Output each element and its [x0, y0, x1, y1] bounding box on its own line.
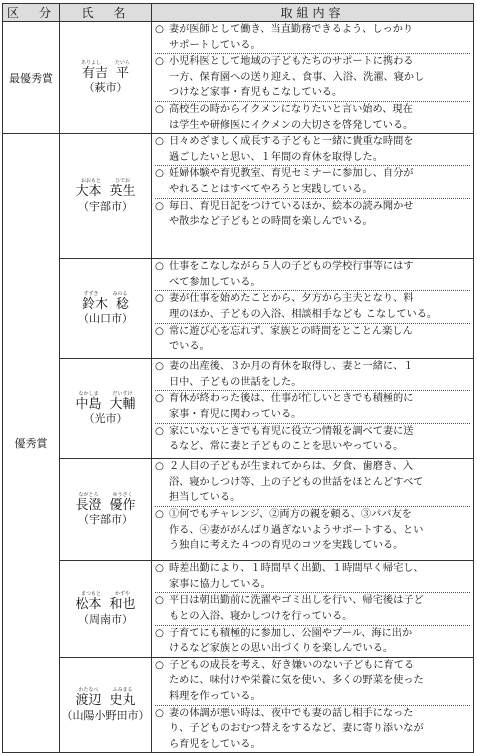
initiative-item — [155, 626, 470, 657]
awardee-name — [60, 598, 151, 612]
ruby-given: たいら — [115, 59, 131, 66]
bullet-circle-icon: ○ — [155, 563, 164, 575]
initiative-line: ら育児をしている。 — [169, 738, 261, 750]
bullet-circle-icon: ○ — [155, 707, 164, 719]
initiative-line: 日中、子どもの世話をした。 — [169, 376, 302, 388]
awardee-name-cell — [60, 22, 152, 134]
initiative-line: ために、味付けや栄養に気を使い、多くの野菜を使った — [169, 675, 424, 687]
name-ruby — [60, 179, 151, 184]
bullet-circle-icon: ○ — [155, 293, 164, 305]
initiative-line: 仕事をこなしながら５人の子どもの学校行事等にはす — [169, 261, 414, 273]
initiative-line: もとの入浴、寝かしつけを行っている。 — [169, 610, 353, 622]
initiative-line: 料理を作っている。 — [169, 690, 261, 702]
awardee-name — [60, 67, 151, 81]
header-name: 氏 名 — [60, 4, 152, 22]
category-top-award: 最優秀賞 — [3, 22, 60, 134]
initiative-line: 理のほか、子どもの入浴、相談相手なども こなしている。 — [169, 308, 438, 320]
award-row — [3, 657, 474, 753]
initiative-line: でいる。 — [169, 341, 210, 353]
initiative-line: う独自に考えた４つの育児のコツを実践している。 — [169, 540, 404, 552]
initiative-line: ①何でもチャレンジ、②両方の親を頼る、③パパ友を — [169, 508, 412, 520]
initiative-item — [155, 658, 470, 705]
ruby-family: すずき — [83, 290, 99, 297]
name-ruby — [60, 392, 151, 397]
awardee-name — [60, 398, 151, 412]
given-name: 平 — [116, 65, 130, 81]
initiative-line: 育休が終わった後は、仕事が忙しいときでも積極的に — [169, 393, 414, 405]
initiative-item — [155, 507, 470, 554]
family-name: 渡辺 — [75, 693, 102, 709]
initiative-line: ２人目の子どもが生まれてからは、夕食、歯磨き、入 — [169, 461, 414, 473]
initiative-line: 妻が医師として働き、当直勤務できるよう、しっかり — [169, 24, 414, 35]
awardee-name — [60, 694, 151, 708]
ruby-given: かずや — [115, 591, 131, 598]
initiative-line: べて参加している。 — [169, 276, 261, 288]
initiative-line: 高校生の時からイクメンになりたいと言い始め、現在 — [169, 103, 413, 115]
initiative-line: 過ごしたいと思い、１年間の育休を取得した。 — [169, 151, 383, 163]
header-content: 取組内容 — [152, 4, 474, 22]
bullet-circle-icon: ○ — [155, 595, 164, 607]
initiative-line: 毎日、育児日記をつけているほか、絵本の読み聞かせ — [169, 200, 414, 212]
initiative-content-cell — [152, 459, 474, 561]
initiative-line: やれることはすべてやろうと実践している。 — [169, 183, 373, 195]
ruby-family: なかしま — [78, 390, 99, 397]
awardee-name — [60, 298, 151, 312]
bullet-circle-icon: ○ — [155, 103, 164, 115]
award-row — [3, 22, 474, 134]
bullet-circle-icon: ○ — [155, 627, 164, 639]
initiative-item — [155, 259, 470, 290]
initiative-item — [155, 102, 470, 133]
family-name: 鈴木 — [81, 296, 108, 312]
given-name: 史丸 — [109, 693, 136, 709]
given-name: 和也 — [109, 597, 136, 613]
name-ruby — [60, 61, 151, 66]
initiative-line: は学生や研修医にイクメンの大切さを啓発している。 — [169, 119, 414, 131]
ruby-family: ありよし — [80, 59, 101, 66]
initiative-line: 妊婦体験や育児教室、育児セミナーに参加し、自分が — [169, 168, 414, 180]
initiative-line: つけなど家事・育児もこなしている。 — [169, 87, 343, 99]
initiative-item — [155, 706, 470, 753]
ruby-given: だいすけ — [112, 390, 133, 397]
family-name: 長澄 — [75, 497, 102, 513]
awardee-city: （周南市） — [78, 612, 133, 626]
awardee-name-cell — [60, 657, 152, 753]
initiative-line: 常に遊び心を忘れず、家族との時間をとことん楽しん — [169, 325, 413, 337]
name-ruby — [60, 493, 151, 498]
initiative-content-cell — [152, 561, 474, 658]
initiative-line: 子どもの成長を考え、好き嫌いのない子どもに育てる — [169, 659, 415, 671]
initiative-line: 一方、保育園への送り迎え、食事、入浴、洗濯、寝かし — [169, 71, 425, 83]
initiative-line: 妻の出産後、３か月の育休を取得し、妻と一緒に、１ — [169, 361, 414, 373]
bullet-circle-icon: ○ — [155, 136, 164, 148]
ruby-given: ゆうさく — [112, 491, 133, 498]
awardee-name — [60, 185, 151, 199]
initiative-item — [155, 199, 470, 230]
given-name: 優作 — [109, 497, 136, 513]
awardee-city: （宇部市） — [78, 199, 133, 213]
award-row — [3, 259, 474, 359]
bullet-circle-icon: ○ — [155, 659, 164, 671]
initiative-line: るなど、常に妻と子どものことを思いやっている。 — [169, 441, 404, 453]
name-ruby — [60, 592, 151, 597]
award-row — [3, 134, 474, 259]
awardee-city: （山口市） — [78, 312, 133, 326]
awardee-city: （宇部市） — [78, 513, 133, 527]
initiative-item — [155, 54, 470, 101]
header-category: 区 分 — [3, 4, 60, 22]
initiative-content-cell — [152, 259, 474, 359]
family-name: 有吉 — [81, 65, 108, 81]
initiative-item — [155, 459, 470, 506]
awardee-name-cell — [60, 459, 152, 561]
ruby-family: まつもと — [80, 591, 101, 598]
initiative-line: や散歩など子どもとの時間を楽しんでいる。 — [169, 216, 373, 228]
initiative-item — [155, 291, 470, 322]
family-name: 大本 — [75, 184, 102, 200]
initiative-line: 浴、寝かしつけ等、上の子どもの世話をほとんどすべて — [169, 476, 424, 488]
ruby-given: ふみまる — [112, 687, 133, 694]
award-row — [3, 459, 474, 561]
awardee-city: （萩市） — [83, 81, 128, 95]
given-name: 英生 — [109, 184, 136, 200]
bullet-circle-icon: ○ — [155, 461, 164, 473]
initiative-item — [155, 134, 470, 165]
family-name: 松本 — [75, 597, 102, 613]
award-row — [3, 359, 474, 459]
bullet-circle-icon: ○ — [155, 361, 164, 373]
initiative-item — [155, 359, 470, 390]
award-row — [3, 561, 474, 658]
initiative-item — [155, 166, 470, 197]
initiative-line: 妻が仕事を始めたことから、夕方から主夫となり、料 — [169, 293, 414, 305]
awardee-name-cell — [60, 134, 152, 259]
family-name: 中島 — [75, 396, 102, 412]
initiative-line: 担当している。 — [169, 492, 241, 504]
initiative-line: 家にいないときでも育児に役立つ情報を調べて妻に送 — [169, 425, 414, 437]
ruby-family: ながとろ — [78, 491, 99, 498]
initiative-line: 家事・育児に関わっている。 — [169, 408, 302, 420]
initiative-line: 子育てにも積極的に参加し、公園やプール、海に出か — [169, 627, 413, 639]
initiative-line: けるなど家族との思い出づくりを楽しんでいる。 — [169, 643, 394, 655]
initiative-item — [155, 424, 470, 455]
awardee-name-cell — [60, 561, 152, 658]
initiative-line: 日々めざましく成長する子どもと一緒に貴重な時間を — [169, 136, 414, 148]
bullet-circle-icon: ○ — [155, 325, 164, 337]
awardee-city: （山陽小野田市） — [61, 708, 150, 722]
bullet-circle-icon: ○ — [155, 168, 164, 180]
initiative-content-cell — [152, 134, 474, 259]
bullet-circle-icon: ○ — [155, 24, 164, 35]
ruby-family: わたなべ — [78, 687, 99, 694]
initiative-item — [155, 22, 470, 53]
initiative-line: 平日は朝出勤前に洗濯やゴミ出しを行い、帰宅後は子ど — [169, 595, 424, 607]
bullet-circle-icon: ○ — [155, 425, 164, 437]
bullet-circle-icon: ○ — [155, 200, 164, 212]
category-excellent-award: 優秀賞 — [3, 134, 60, 753]
initiative-item — [155, 391, 470, 422]
ruby-given: ひでお — [115, 178, 131, 185]
initiative-content-cell — [152, 22, 474, 134]
bullet-circle-icon: ○ — [155, 261, 164, 273]
initiative-line: 妻の体調が悪い時は、夜中でも妻の話し相手になった — [169, 707, 414, 719]
initiative-line: 家事に協力している。 — [169, 578, 271, 590]
ruby-given: みのる — [112, 290, 128, 297]
initiative-line: サポートしている。 — [169, 39, 261, 51]
initiative-item — [155, 561, 470, 592]
awards-table — [2, 3, 474, 753]
given-name: 大輔 — [109, 396, 136, 412]
initiative-item — [155, 324, 470, 355]
bullet-circle-icon: ○ — [155, 508, 164, 520]
name-ruby — [60, 688, 151, 693]
ruby-family: おおもと — [80, 178, 101, 185]
awardee-city: （光市） — [83, 412, 128, 426]
awardee-name — [60, 499, 151, 513]
awardee-name-cell — [60, 259, 152, 359]
initiative-item — [155, 593, 470, 624]
given-name: 稔 — [116, 296, 130, 312]
initiative-line: 作る、④妻ががんばり過ぎないようサポートする、とい — [169, 524, 424, 536]
bullet-circle-icon: ○ — [155, 56, 164, 68]
initiative-line: 小児科医として地域の子どもたちのサポートに携わる — [169, 56, 414, 68]
awardee-name-cell — [60, 359, 152, 459]
initiative-line: 時差出勤により、１時間早く出勤、１時間早く帰宅し、 — [169, 563, 424, 575]
bullet-circle-icon: ○ — [155, 393, 164, 405]
initiative-content-cell — [152, 657, 474, 753]
initiative-line: り、子どものおむつ替えをするなど、妻に寄り添いなが — [169, 723, 424, 735]
initiative-content-cell — [152, 359, 474, 459]
